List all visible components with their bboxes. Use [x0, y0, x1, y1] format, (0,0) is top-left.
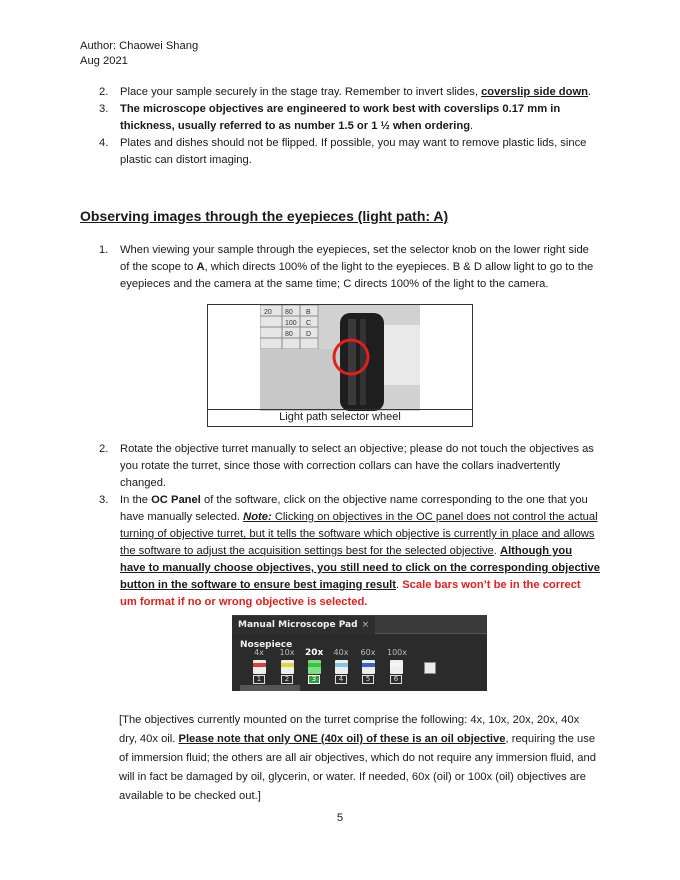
microscope-photo-illustration: [260, 305, 420, 411]
objective-magnification: 20x: [305, 648, 324, 658]
list-text: .: [395, 579, 403, 591]
emphasis-bold-underline: Please note that only ONE (40x oil) of these is an oil objective: [178, 733, 506, 745]
tab-label: Manual Microscope Pad: [238, 620, 358, 630]
plate-label: 80: [285, 309, 293, 316]
emphasis-underline: coverslip side down: [481, 86, 588, 98]
emphasis-bold: A: [196, 261, 205, 273]
list-text: , which directs 100% of the light to the eyepieces. B & D allow light to go to the eyepieces and the camera at the same time; C directs 100% of the light to the camera.: [120, 261, 594, 290]
objective-position: 3: [308, 675, 320, 684]
plate-label: 100: [285, 320, 297, 327]
light-path-figure: [207, 304, 473, 427]
objective-steps-list: [80, 441, 600, 611]
note-text: Clicking on objectives in the OC panel does not control the actual turning of objective turret, but it tells the software which objective is currently in place and allows the software to adjust the acquisition settings best for the selected objective: [120, 511, 598, 557]
eyepiece-steps-list: [80, 242, 600, 293]
objective-icon: [253, 660, 266, 674]
list-text: When viewing your sample through the eyepieces, set the selector knob on the lower right side of the scope to: [120, 244, 589, 273]
paragraph-text: , requiring the use of immersion fluid; the others are all air objectives, which do not require any immersion fluid, and will in fact be damaged by oil, glycerin, or water. If needed, 60x (oil) or 100x (oil) objectives are available to be checked out.]: [119, 733, 596, 802]
objective-icon: [335, 660, 348, 674]
objective-position: 6: [390, 675, 402, 684]
objective-position: 5: [362, 675, 374, 684]
list-item: [80, 84, 600, 101]
figure-caption: Light path selector wheel: [208, 409, 472, 426]
objective-button[interactable]: [359, 648, 377, 684]
plate-label: B: [306, 309, 311, 316]
list-number: 4.: [99, 137, 109, 149]
objectives-note-paragraph: [119, 711, 600, 806]
author-line: Author: Chaowei Shang: [80, 40, 199, 52]
note-label: Note:: [243, 511, 272, 523]
list-item: [80, 101, 600, 135]
list-item: [80, 135, 600, 169]
list-number: 2.: [99, 86, 109, 98]
list-number: 2.: [99, 443, 109, 455]
list-text: .: [588, 86, 592, 98]
objective-icon: [281, 660, 294, 674]
objective-button[interactable]: [250, 648, 268, 684]
objective-button[interactable]: [278, 648, 296, 684]
list-number: 1.: [99, 244, 109, 256]
list-text: .: [493, 545, 500, 557]
panel-tabbar: [232, 615, 487, 634]
list-number: 3.: [99, 103, 109, 115]
close-icon[interactable]: ×: [361, 620, 370, 630]
emphasis-bold: OC Panel: [151, 494, 201, 506]
background-stage: [384, 325, 420, 385]
plate-label: 80: [285, 331, 293, 338]
objective-icon: [308, 660, 321, 674]
objective-icon: [362, 660, 375, 674]
objective-button[interactable]: [387, 648, 408, 684]
date-line: Aug 2021: [80, 55, 128, 67]
list-number: 3.: [99, 494, 109, 506]
list-text: .: [470, 120, 474, 132]
list-text: In the: [120, 494, 152, 506]
objective-icon: [390, 660, 403, 674]
warning-text: Scale bars won’t be in the correct um format if no or wrong objective is selected.: [120, 579, 581, 608]
emphasis-bold-underline: Although you have to manually choose objectives, you still need to click on the corresponding objective button in the software to ensure best imaging result: [120, 545, 600, 591]
objective-magnification: 10x: [279, 648, 295, 657]
list-text: Place your sample securely in the stage tray. Remember to invert slides,: [120, 86, 482, 98]
objective-position: 4: [335, 675, 347, 684]
knob-grip: [360, 319, 366, 405]
objective-button-selected[interactable]: [305, 648, 323, 684]
panel-cutoff-label: [240, 685, 300, 691]
list-item: [80, 492, 600, 611]
page-number: 5: [336, 812, 344, 824]
tab-manual-microscope-pad[interactable]: [232, 616, 375, 634]
list-item: [80, 441, 600, 492]
section-heading: Observing images through the eyepieces (light path: A): [80, 208, 449, 224]
nosepiece-group-label: Nosepiece: [240, 640, 293, 650]
plate-label: C: [306, 320, 312, 327]
sample-prep-list: [80, 84, 600, 169]
knob-grip: [348, 319, 356, 405]
emphasis-bold: The microscope objectives are engineered to work best with coverslips 0.17 mm in thickness, usually referred to as number 1.5 or 1 ½ when ordering: [120, 103, 561, 132]
paragraph-text: [The objectives currently mounted on the turret comprise the following: 4x, 10x, 20x, 20x, 40x dry, 40x oil.: [119, 714, 580, 745]
list-text: Rotate the objective turret manually to select an objective; please do not touch the objectives as you rotate the turret, since those with correction collars can have the collars inadvertently changed.: [120, 443, 594, 489]
objective-magnification: 4x: [254, 648, 264, 657]
document-header: [80, 39, 198, 69]
objective-magnification: 60x: [360, 648, 376, 657]
plate-label: D: [306, 331, 312, 338]
panel-options-icon[interactable]: [424, 662, 436, 674]
objective-magnification: 100x: [387, 648, 408, 657]
plate-label: 20: [264, 309, 272, 316]
objective-magnification: 40x: [333, 648, 349, 657]
light-path-selector-photo: [260, 305, 420, 411]
objective-position: 1: [253, 675, 265, 684]
manual-microscope-pad-screenshot: [232, 615, 487, 691]
scope-body: [260, 349, 340, 411]
list-item: [80, 242, 600, 293]
list-text: of the software, click on the objective name corresponding to the one that you have manually selected.: [120, 494, 588, 523]
objective-position: 2: [281, 675, 293, 684]
objective-button[interactable]: [332, 648, 350, 684]
list-text: Plates and dishes should not be flipped. If possible, you may want to remove plastic lids, since plastic can distort imaging.: [120, 137, 587, 166]
